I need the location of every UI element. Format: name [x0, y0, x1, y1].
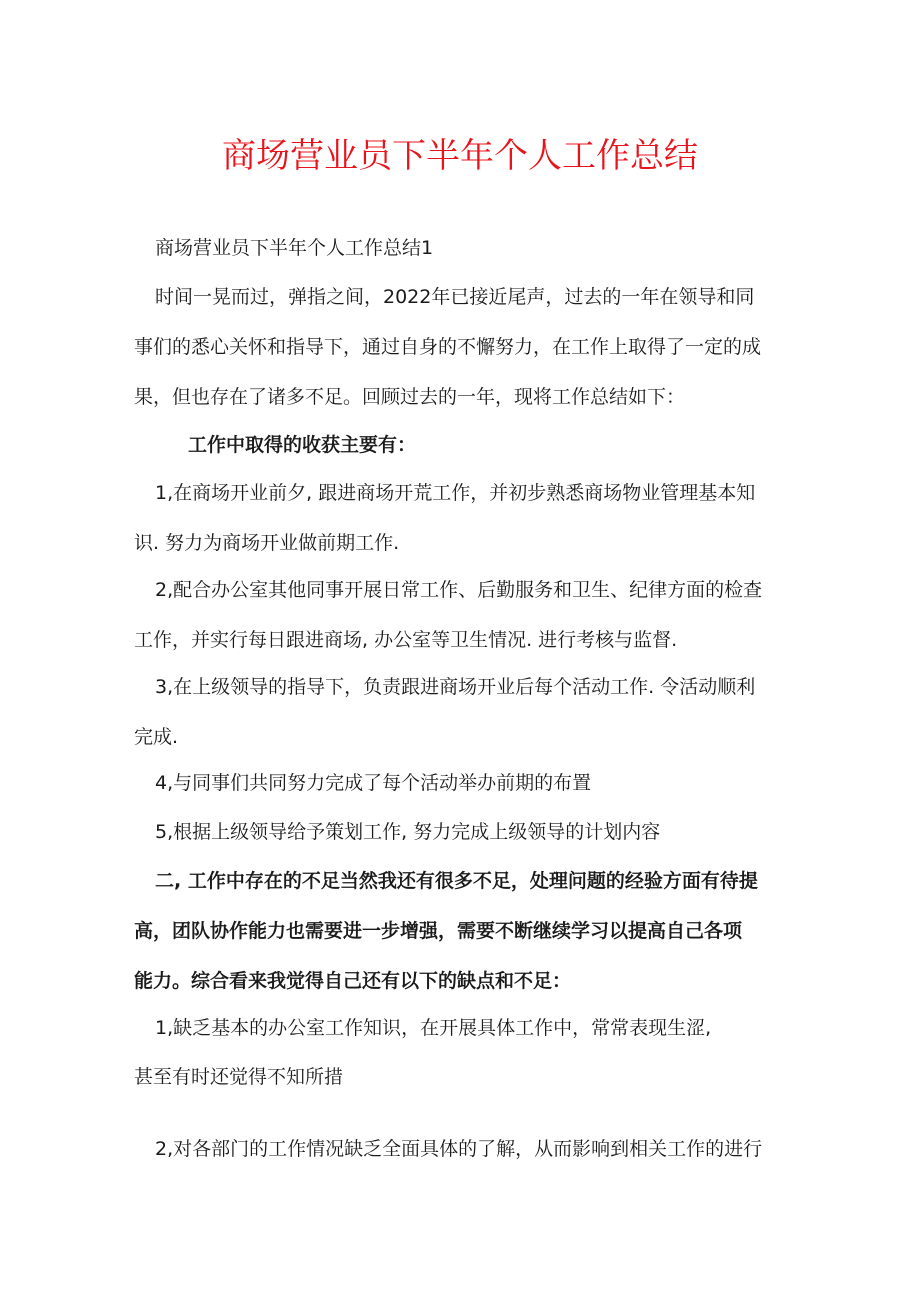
section2-line: 二, 工作中存在的不足当然我还有很多不足，处理问题的经验方面有待提 — [155, 870, 758, 892]
list-item-5: 5,根据上级领导给予策划工作, 努力完成上级领导的计划内容 — [155, 821, 661, 843]
deficiency-1-line2: 甚至有时还觉得不知所措 — [134, 1066, 344, 1088]
list-item-line: 工作，并实行每日跟进商场, 办公室等卫生情况. 进行考核与监督. — [134, 629, 678, 651]
section2-line: 能力。综合看来我觉得自己还有以下的缺点和不足： — [134, 970, 572, 992]
list-item-2 — [134, 565, 794, 665]
section2-paragraph — [134, 856, 794, 1006]
intro-line: 事们的悉心关怀和指导下，通过自身的不懈努力，在工作上取得了一定的成 — [134, 336, 762, 358]
list-item-line: 完成. — [134, 726, 179, 748]
section1-heading: 工作中取得的收获主要有： — [188, 434, 417, 456]
list-item-3 — [134, 662, 794, 762]
list-item-4: 4,与同事们共同努力完成了每个活动举办前期的布置 — [155, 772, 592, 794]
deficiency-1-line1: 1,缺乏基本的办公室工作知识，在开展具体工作中，常常表现生涩, — [155, 1017, 712, 1039]
list-item-line: 2,配合办公室其他同事开展日常工作、后勤服务和卫生、纪律方面的检查 — [155, 579, 763, 601]
document-subtitle: 商场营业员下半年个人工作总结1 — [155, 237, 434, 259]
intro-paragraph — [134, 272, 794, 422]
list-item-1 — [134, 468, 794, 568]
section2-line: 高，团队协作能力也需要进一步增强，需要不断继续学习以提高自己各项 — [134, 920, 743, 942]
list-item-line: 3,在上级领导的指导下，负责跟进商场开业后每个活动工作. 令活动顺利 — [155, 676, 756, 698]
intro-line: 时间一晃而过，弹指之间，2022年已接近尾声，过去的一年在领导和同 — [155, 286, 755, 308]
deficiency-2: 2,对各部门的工作情况缺乏全面具体的了解，从而影响到相关工作的进行 — [155, 1138, 763, 1160]
document-title: 商场营业员下半年个人工作总结 — [222, 136, 698, 176]
intro-line: 果，但也存在了诸多不足。回顾过去的一年，现将工作总结如下： — [134, 386, 686, 408]
list-item-line: 识. 努力为商场开业做前期工作. — [134, 532, 400, 554]
list-item-line: 1,在商场开业前夕, 跟进商场开荒工作，并初步熟悉商场物业管理基本知 — [155, 482, 756, 504]
